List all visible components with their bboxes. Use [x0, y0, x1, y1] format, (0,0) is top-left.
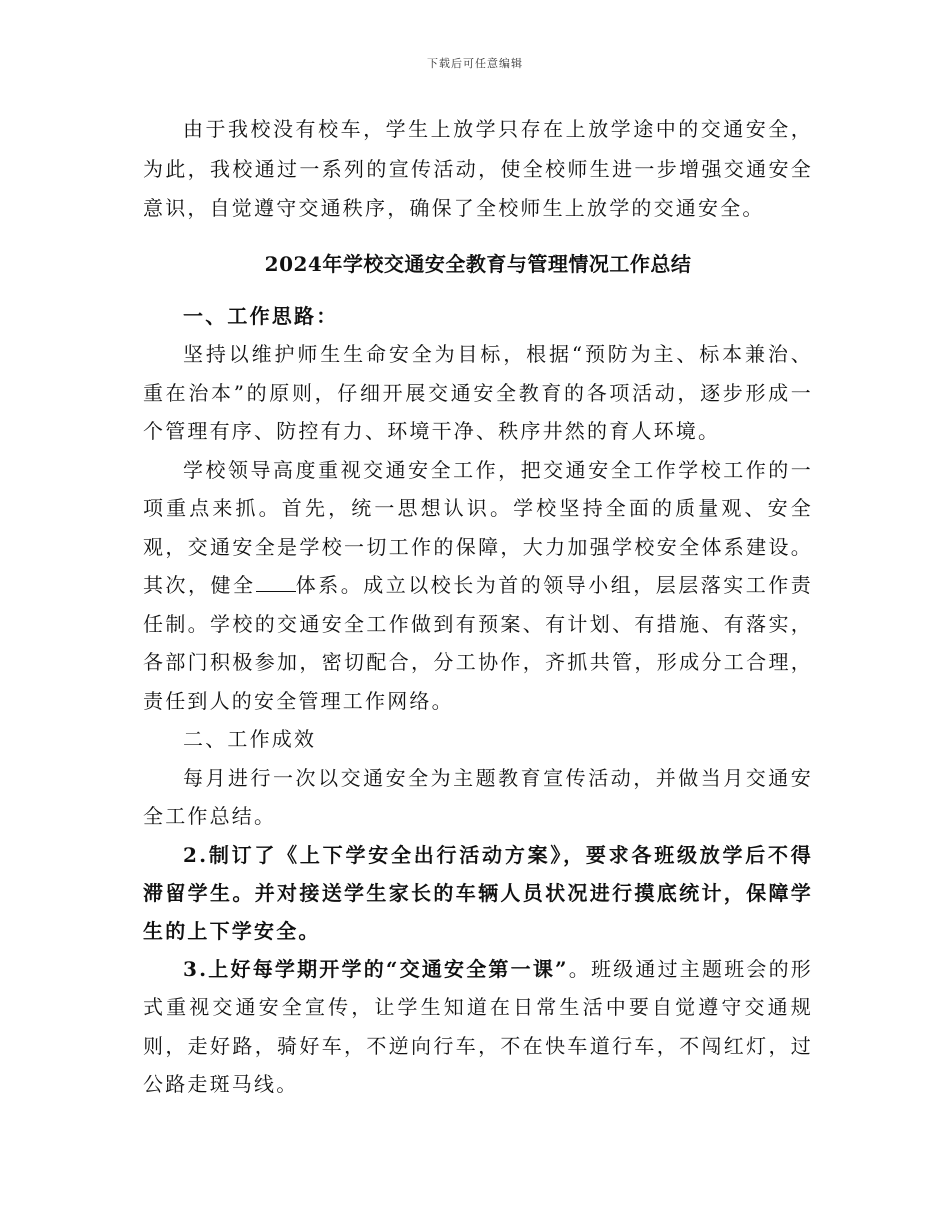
- results-item-3-body: 。班级通过主题班会的形式重视交通安全宣传，让学生知道在日常生活中要自觉遵守交通规则，走好路，骑好车，不逆向行车，不在快车道行车，不闯红灯，过公路走斑马线。: [143, 956, 814, 1096]
- results-paragraph: 每月进行一次以交通安全为主题教育宣传活动，并做当月交通安全工作总结。: [143, 765, 813, 828]
- results-item-2: 2.制订了《上下学安全出行活动方案》，要求各班级放学后不得滞留学生。并对接送学生家长的车辆人员状况进行摸底统计，保障学生的上下学安全。: [143, 842, 813, 943]
- page-header-note: 下载后可任意编辑: [427, 57, 523, 70]
- document-title: 2024年学校交通安全教育与管理情况工作总结: [264, 251, 692, 276]
- approach-paragraph: 坚持以维护师生生命安全为目标，根据“预防为主、标本兼治、重在治本”的原则，仔细开展交通安全教育的各项活动，逐步形成一个管理有序、防控有力、环境干净、秩序井然的育人环境。: [143, 342, 813, 443]
- results-item-3-lead: 3.上好每学期开学的“交通安全第一课”: [183, 956, 569, 981]
- leadership-text-part1: 学校领导高度重视交通安全工作，把交通安全工作学校工作的一项重点来抓。首先，统一思想认识。学校坚持全面的质量观、安全观，交通安全是学校一切工作的保障，大力加强学校安全体系建设。其次，健全: [143, 457, 813, 597]
- section-heading-work-approach: 一、工作思路：: [183, 303, 339, 328]
- document-body: [143, 110, 813, 1104]
- results-item-3: [143, 950, 813, 1104]
- leadership-paragraph: [143, 451, 813, 721]
- intro-paragraph: 由于我校没有校车，学生上放学只存在上放学途中的交通安全，为此，我校通过一系列的宣传活动，使全校师生进一步增强交通安全意识，自觉遵守交通秩序，确保了全校师生上放学的交通安全。: [143, 117, 813, 220]
- section-heading-results: 二、工作成效: [183, 727, 317, 751]
- fill-in-blank: [256, 575, 296, 592]
- leadership-text-part2: 体系。成立以校长为首的领导小组，层层落实工作责任制。学校的交通安全工作做到有预案、有计划、有措施、有落实，各部门积极参加，密切配合，分工协作，齐抓共管，形成分工合理，责任到人的安全管理工作网络。: [143, 573, 813, 713]
